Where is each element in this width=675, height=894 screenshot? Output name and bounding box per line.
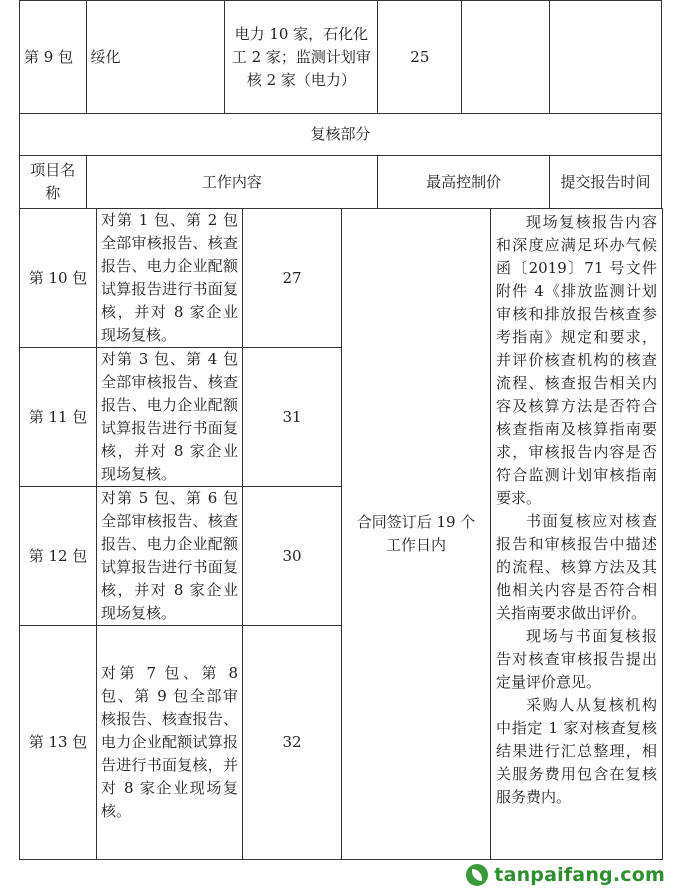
package-12-name: 第 12 包 (20, 487, 97, 626)
section-row (20, 114, 662, 156)
procurement-table (19, 0, 662, 209)
header-row (20, 156, 662, 209)
package-9-price: 25 (378, 1, 462, 114)
package-9-empty-1 (462, 1, 550, 114)
leaf-icon (466, 864, 488, 886)
header-submit-time: 提交报告时间 (549, 156, 661, 209)
notes-cell (491, 209, 663, 860)
package-12-content: 对第 5 包、第 6 包全部审核报告、核查报告、电力企业配额试算报告进行书面复核，并对 8 家企业现场复核。 (97, 487, 243, 626)
note-paragraph-1: 现场复核报告内容和深度应满足环办气候函〔2019〕71 号文件附件 4《排放监测计划审核和排放报告核查参考指南》规定和要求，并评价核查机构的核查流程、核查报告相关内容及核算方法是否符合核查指南及核算指南要求，审核报告内容是否符合监测计划审核指南要求。 (496, 213, 657, 507)
note-paragraph-4: 采购人从复核机构中指定 1 家对核查复核结果进行汇总整理，相关服务费用包含在复核服务费内。 (496, 696, 657, 806)
section-title: 复核部分 (20, 114, 662, 156)
header-project-name: 项目名称 (20, 156, 87, 209)
package-11-name: 第 11 包 (20, 348, 97, 487)
watermark-logo (466, 864, 665, 886)
package-9-name: 第 9 包 (20, 1, 87, 114)
package-11-content: 对第 3 包、第 4 包全部审核报告、核查报告、电力企业配额试算报告进行书面复核，并对 8 家企业现场复核。 (97, 348, 243, 487)
package-9-scope: 电力 10 家，石化化工 2 家；监测计划审核 2 家（电力） (225, 1, 378, 114)
header-work-content: 工作内容 (86, 156, 378, 209)
package-11-price: 31 (243, 348, 342, 487)
review-table (19, 208, 663, 860)
package-13-content: 对第 7 包、第 8 包、第 9 包全部审核报告、核查报告、电力企业配额试算报告进行书面复核，并对 8 家企业现场复核。 (97, 626, 243, 860)
row-package-9 (20, 1, 662, 114)
package-10-price: 27 (243, 209, 342, 348)
package-9-empty-2 (549, 1, 661, 114)
note-paragraph-3: 现场与书面复核报告对核查审核报告提出定量评价意见。 (496, 627, 657, 691)
header-max-price: 最高控制价 (378, 156, 550, 209)
package-9-work: 绥化 (86, 1, 225, 114)
package-10-content: 对第 1 包、第 2 包全部审核报告、核查报告、电力企业配额试算报告进行书面复核，并对 8 家企业现场复核。 (97, 209, 243, 348)
watermark-text: tanpaifang.com (494, 864, 665, 886)
row-package-10 (20, 209, 663, 348)
submit-time: 合同签订后 19 个工作日内 (342, 209, 491, 860)
note-paragraph-2: 书面复核应对核查报告和审核报告中描述的流程、核算方法及其他相关内容是否符合相关指南要求做出评价。 (496, 512, 657, 622)
package-12-price: 30 (243, 487, 342, 626)
package-13-price: 32 (243, 626, 342, 860)
package-13-name: 第 13 包 (20, 626, 97, 860)
package-10-name: 第 10 包 (20, 209, 97, 348)
